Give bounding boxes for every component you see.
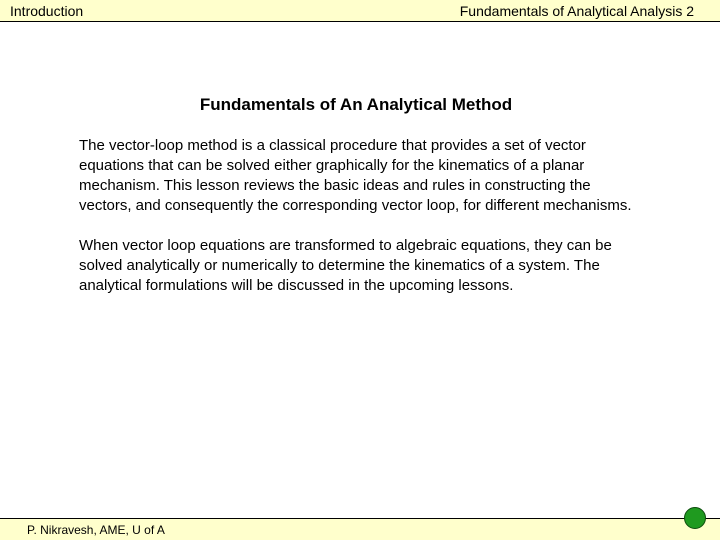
body-paragraph-1: The vector-loop method is a classical procedure that provides a set of vector equations that can be solved either graphically for the kinematics of a planar mechanism. This lesson reviews the basic ideas and rules in constructing the vectors, and consequently the corresponding vector loop, for different mechanisms. (79, 137, 632, 214)
section-label: Introduction (10, 3, 84, 19)
header-bar (0, 0, 720, 22)
footer-bar (0, 518, 720, 540)
body-paragraph-2: When vector loop equations are transformed to algebraic equations, they can be solved analytically or numerically to determine the kinematics of a system. The analytical formulations will be discussed in the upcoming lessons. (79, 237, 612, 294)
slide-title: Fundamentals of An Analytical Method (199, 95, 513, 114)
author-credit: P. Nikravesh, AME, U of A (27, 523, 165, 537)
green-circle-nav-icon[interactable] (684, 507, 706, 529)
course-title-page: Fundamentals of Analytical Analysis 2 (459, 3, 694, 19)
slide-body (79, 136, 639, 316)
